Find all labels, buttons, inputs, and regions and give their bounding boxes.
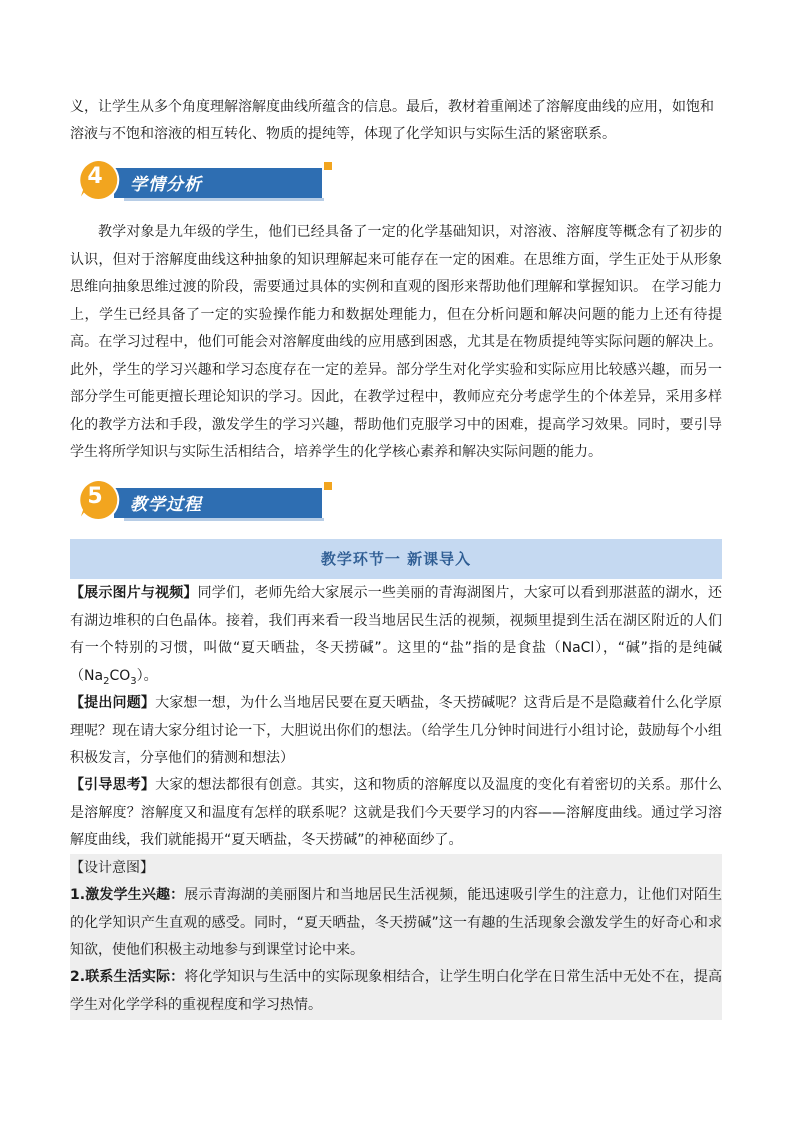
design-item-text: 展示青海湖的美丽图片和当地居民生活视频，能迅速吸引学生的注意力，让他们对陌生的化学知识产生直观的感受。同时，“夏天晒盐，冬天捞碱”这一有趣的生活现象会激发学生的好奇心和求知欲，使他们积极主动地参与到课堂讨论中来。: [70, 887, 722, 958]
intro-line-1: 义，让学生从多个角度理解溶解度曲线所蕴含的信息。最后，教材着重阐述了溶解度曲线的应用，如饱和: [70, 99, 714, 115]
section-4-paragraph: 教学对象是九年级的学生，他们已经具备了一定的化学基础知识，对溶液、溶解度等概念有了初步的认识，但对于溶解度曲线这种抽象的知识理解起来可能存在一定的困难。在思维方面，学生正处于从形象思维向抽象思维过渡的阶段，需要通过具体的实例和直观的图形来帮助他们理解和掌握知识。 在学习能力上，学生已经具备了一定的实验操作能力和数据处理能力，但在分析问题和解决问题的能力上还有待提高。在学习过程中，他们可能会对溶解度曲线的应用感到困惑，尤其是在物质提纯等实际问题的解决上。 此外，学生的学习兴趣和学习态度存在一定的差异。部分学生对化学实验和实际应用比较感兴趣，而另一部分学生可能更擅长理论知识的学习。因此，在教学过程中，教师应充分考虑学生的个体差异，采用多样化的教学方法和手段，激发学生的学习兴趣，帮助他们克服学习中的困难，提高学习效果。同时，要引导学生将所学知识与实际生活相结合，培养学生的化学核心素养和解决实际问题的能力。: [70, 224, 722, 460]
section-5-header: [76, 478, 276, 528]
teaching-step-title: 教学环节一 新课导入: [320, 550, 472, 568]
design-item-label: 2.联系生活实际：: [70, 969, 185, 985]
block-ask-question: [70, 690, 722, 773]
design-item-label: 1.激发学生兴趣：: [70, 887, 185, 903]
section-title: 学情分析: [130, 175, 202, 195]
formula-part: CO: [109, 667, 131, 684]
section-header-underline: [124, 198, 324, 201]
block-text: 同学们，老师先给大家展示一些美丽的青海湖图片，大家可以看到那湛蓝的湖水，还有湖边堆积的白色晶体。接着，我们再来看一段当地居民生活的视频，视频里提到生活在湖区附近的人们有一个特别的习惯，叫做“夏天晒盐，冬天捞碱”。这里的“盐”指的是食盐（NaCl），“碱”指的是纯碱（: [70, 585, 723, 684]
block-tag: 【展示图片与视频】: [70, 585, 198, 601]
section-number: 5: [87, 484, 103, 509]
block-show-images: [70, 580, 722, 695]
formula-subscript: 3: [130, 675, 137, 687]
section-number: 4: [87, 164, 103, 189]
block-guide-thinking: [70, 772, 722, 855]
accent-square: [324, 162, 332, 170]
accent-square: [324, 482, 332, 490]
intro-line-2: 溶液与不饱和溶液的相互转化、物质的提纯等，体现了化学知识与实际生活的紧密联系。: [70, 126, 616, 142]
section-title: 教学过程: [130, 495, 202, 515]
design-heading: 【设计意图】: [70, 860, 154, 876]
section-header-underline: [124, 518, 324, 521]
teaching-step-band: [70, 539, 722, 579]
block-tag: 【提出问题】: [70, 695, 156, 711]
section-4-header: [76, 158, 276, 208]
design-item-text: 将化学知识与生活中的实际现象相结合，让学生明白化学在日常生活中无处不在，提高学生对化学学科的重视程度和学习热情。: [70, 969, 722, 1013]
formula-subscript: 2: [103, 675, 110, 687]
design-item-1: [70, 882, 722, 965]
block-text: 大家的想法都很有创意。其实，这和物质的溶解度以及温度的变化有着密切的关系。那什么是溶解度？溶解度又和温度有怎样的联系呢？这就是我们今天要学习的内容——溶解度曲线。通过学习溶解度曲线，我们就能揭开“夏天晒盐，冬天捞碱”的神秘面纱了。: [70, 777, 723, 848]
block-text: 大家想一想，为什么当地居民要在夏天晒盐，冬天捞碱呢？这背后是不是隐藏着什么化学原理呢？现在请大家分组讨论一下，大胆说出你们的想法。（给学生几分钟时间进行小组讨论，鼓励每个小组积极发言，分享他们的猜测和想法）: [70, 695, 723, 766]
block-tag: 【引导思考】: [70, 777, 156, 793]
design-item-2: [70, 964, 722, 1019]
block-text-end: ）。: [136, 667, 158, 684]
formula-part: Na: [84, 667, 104, 684]
